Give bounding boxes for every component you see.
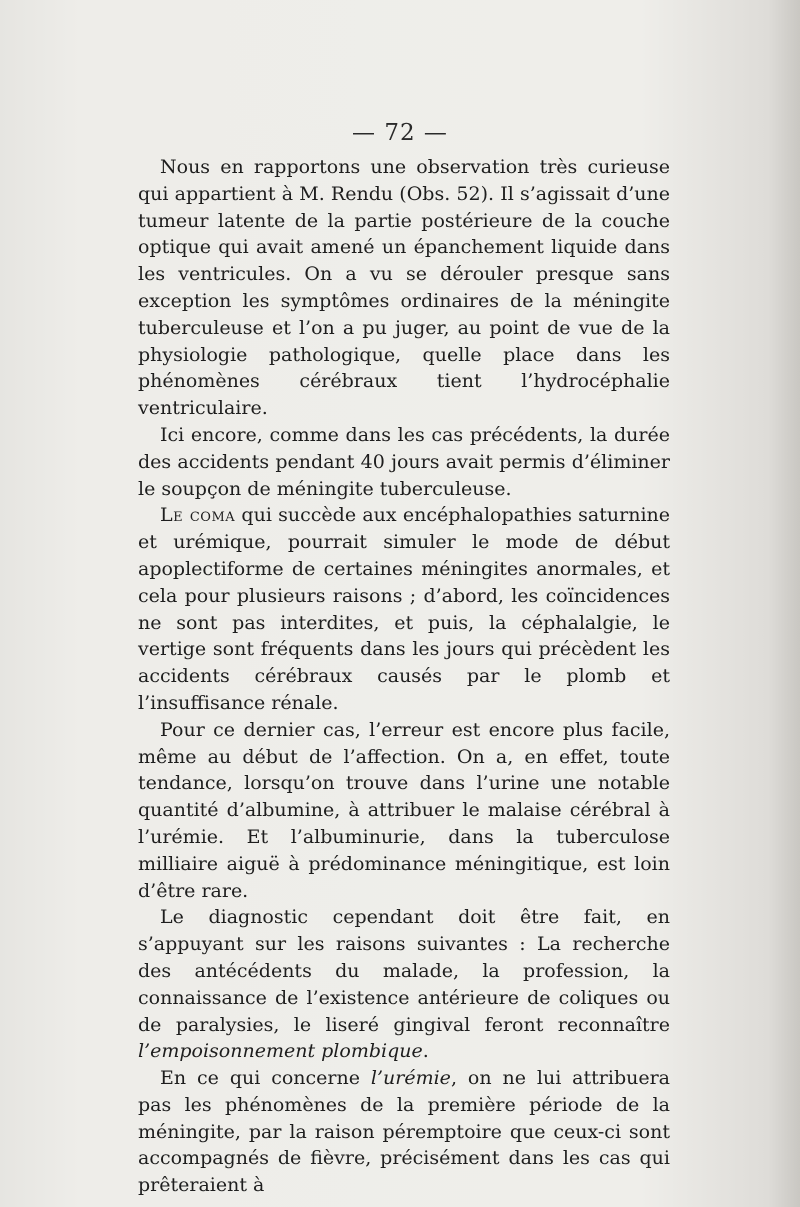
uremia-start: En ce qui concerne (160, 1067, 371, 1090)
paragraph-duration: Ici encore, comme dans les cas précédents, la durée des accidents pendant 40 jours avait permis d’éliminer le soupçon de méningite tuberculeuse. (138, 423, 670, 500)
uremia-text: , on ne lui attribuera pas les phénomènes de la première période de la méningite, par la raison péremptoire que ceux-ci sont accompagnés de fièvre, précisément dans les cas qui prêteraient à (138, 1067, 670, 1197)
paragraph-diagnosis (138, 904, 670, 1065)
page-number: — 72 — (352, 120, 448, 146)
coma-text: qui succède aux encéphalopathies saturnine et urémique, pourrait simuler le mode de début apoplectiforme de certaines méningites anormales, et cela pour plusieurs raisons ; d’abord, les coïncidences ne sont pas interdites, et puis, la céphalalgie, le vertige sont fréquents dans les jours qui précèdent les accidents cérébraux causés par le plomb et l’insuffisance rénale. (138, 504, 670, 714)
coma-lead-smallcaps: Le coma (160, 504, 236, 527)
paragraph-coma (138, 502, 670, 716)
paragraph-rendu-observation: Nous en rapportons une observation très curieuse qui appartient à M. Rendu (Obs. 52). Il s’agissait d’une tumeur latente de la partie postérieure de la couche optique qui avait amené un épanchement liquide dans les ventricules. On a vu se dérouler presque sans exception les symptômes ordinaires de la méningite tuberculeuse et l’on a pu juger, au point de vue de la physiologie pathologique, quelle place dans les phénomènes cérébraux tient l’hydrocéphalie ventriculaire. (138, 156, 670, 420)
paragraph-uremia-error: Pour ce dernier cas, l’erreur est encore plus facile, même au début de l’affection. On a, en effet, toute tendance, lorsqu’on trouve dans l’urine une notable quantité d’albumine, à attribuer le malaise cérébral à l’urémie. Et l’albuminurie, dans la tuberculose milliaire aiguë à prédominance méningitique, est loin d’être rare. (138, 718, 670, 902)
diagnosis-text: Le diagnostic cependant doit être fait, en s’appuyant sur les raisons suivantes : La recherche des antécédents du malade, la profession, la connaissance de l’existence antérieure de coliques ou de paralysies, le liseré gingival feront reconnaître (138, 906, 670, 1036)
paragraph-uremia (138, 1065, 670, 1199)
diagnosis-end: . (422, 1040, 429, 1063)
lead-poisoning-italic: l’empoisonnement plombique (138, 1040, 423, 1063)
uremia-italic: l’urémie (370, 1067, 451, 1090)
body-text (138, 154, 670, 1199)
